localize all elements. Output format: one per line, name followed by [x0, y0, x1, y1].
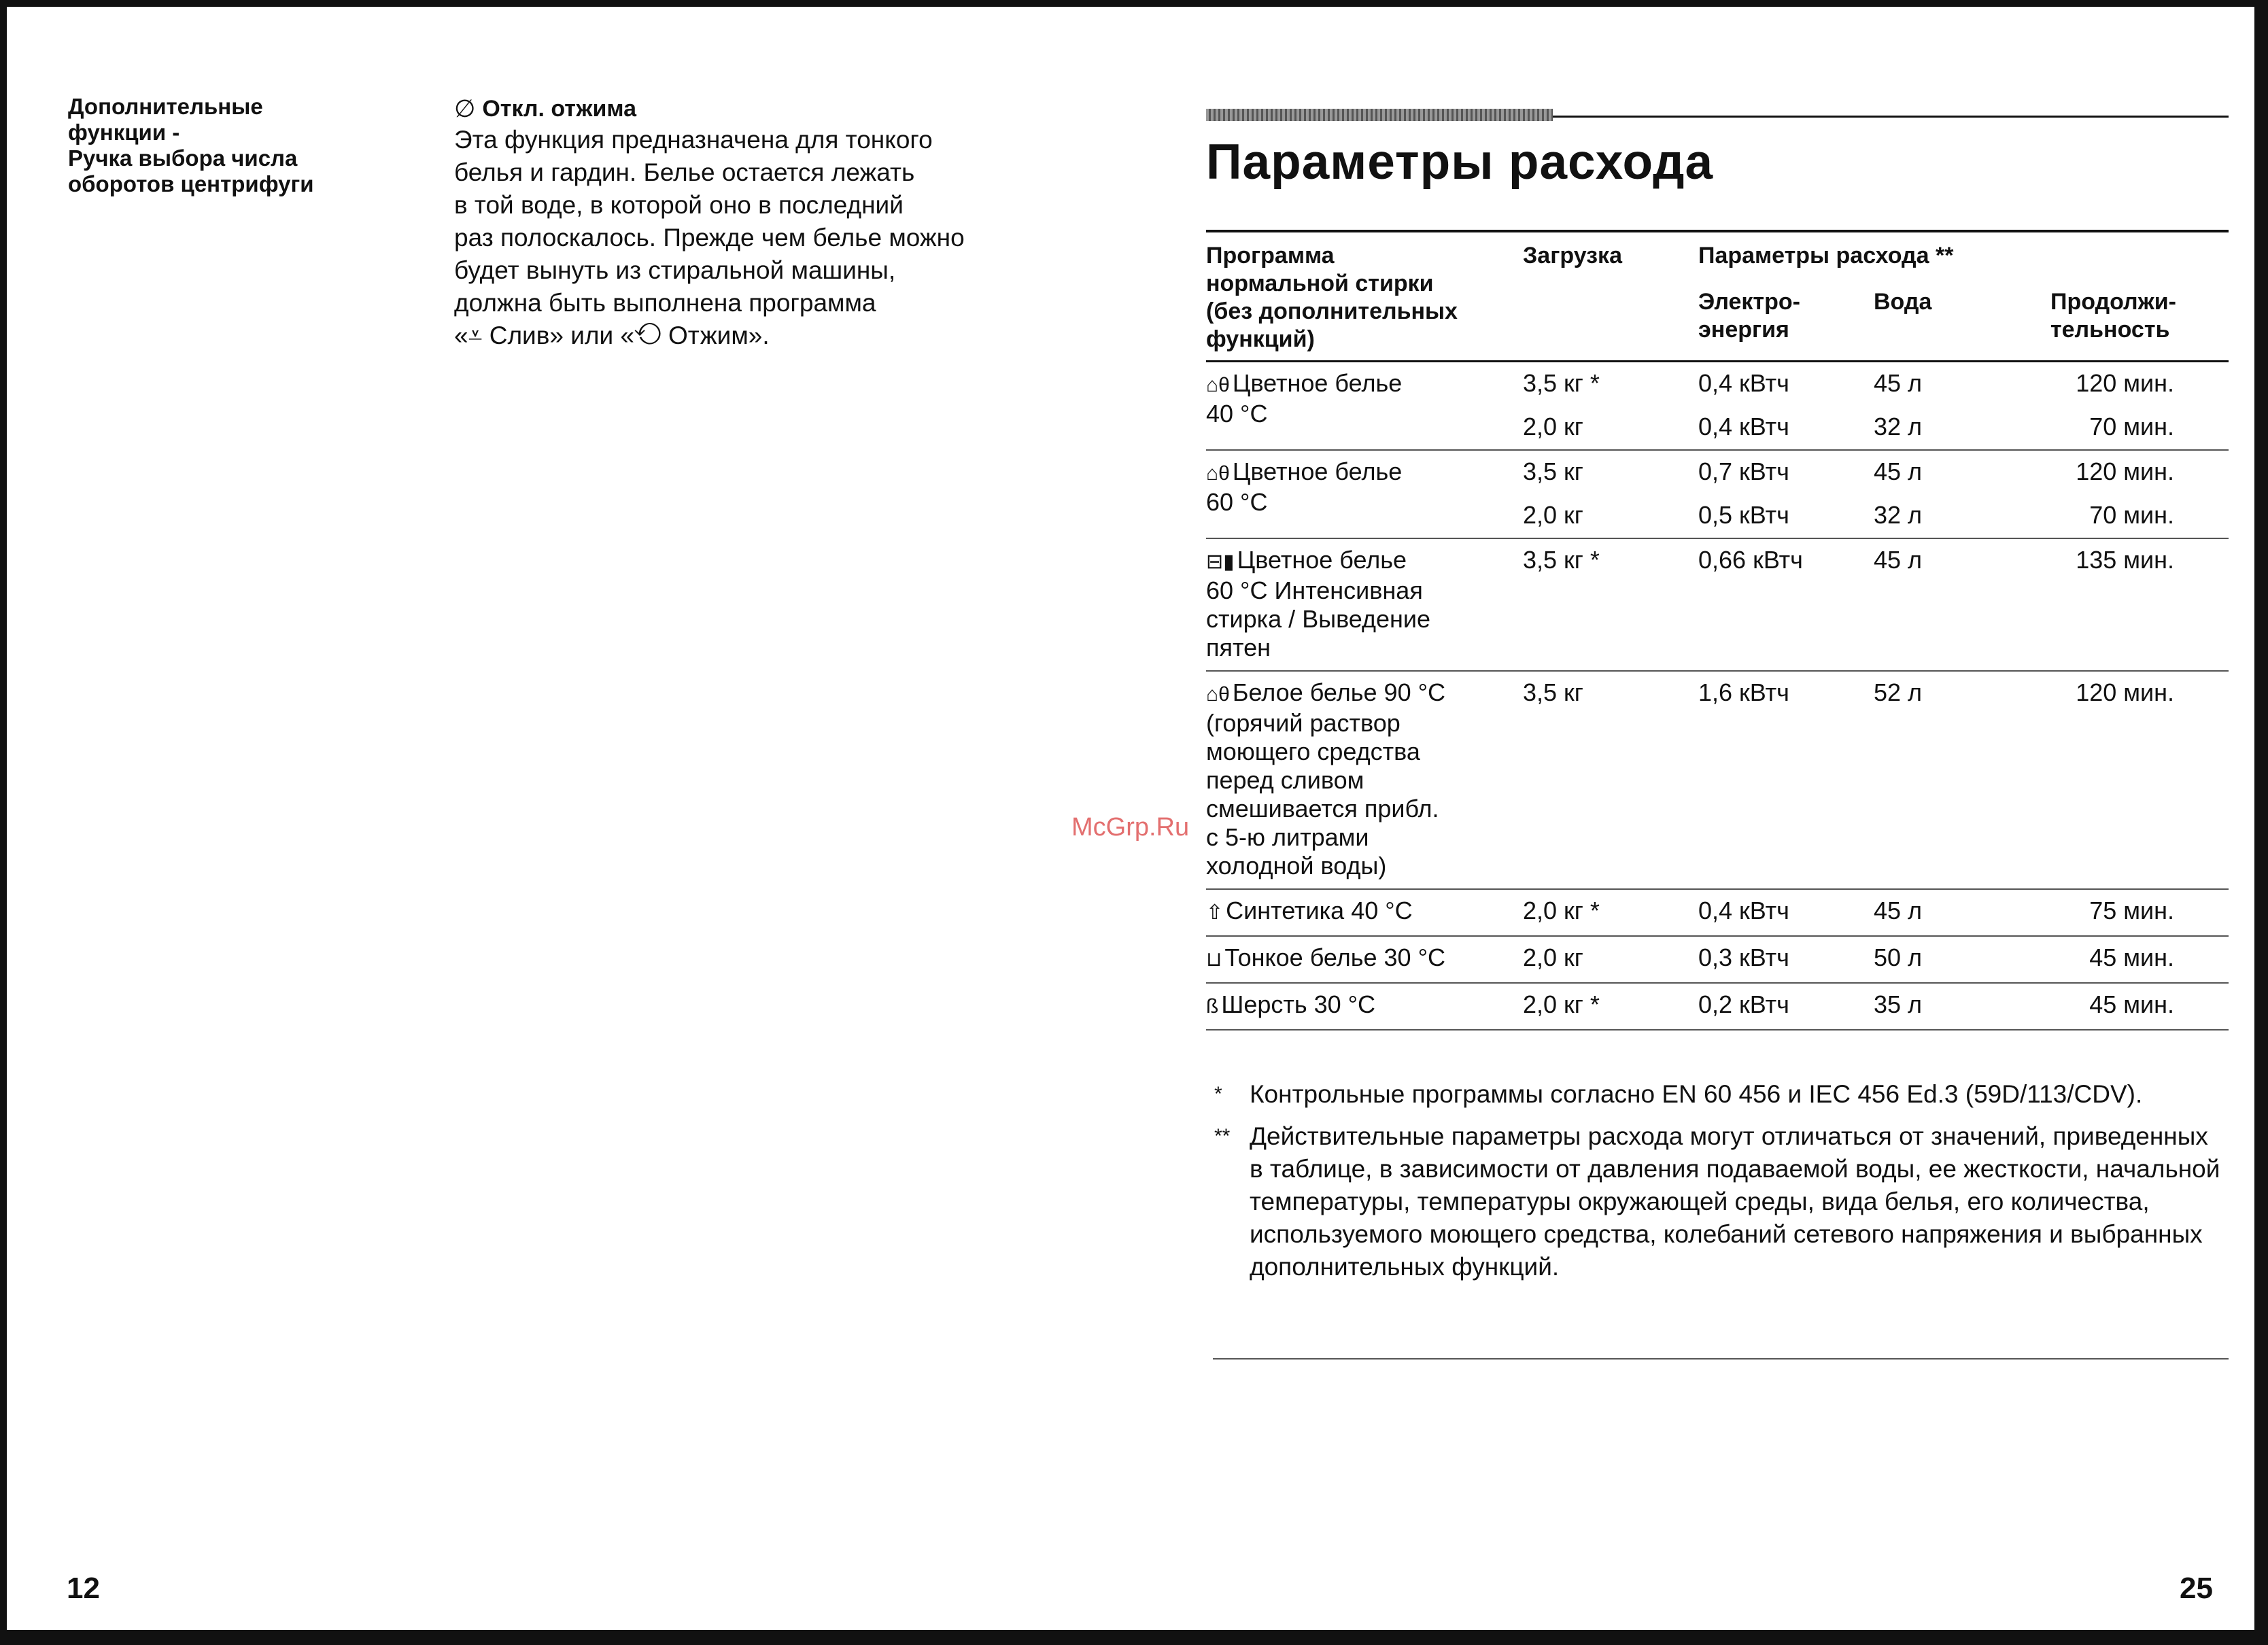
water-cell [1874, 983, 2050, 1030]
program-cell [1206, 538, 1523, 671]
load-cell [1523, 983, 1698, 1030]
spin-off-body [454, 124, 1080, 352]
water-cell [1874, 671, 2050, 889]
load-cell [1523, 889, 1698, 936]
water-cell [1874, 936, 2050, 983]
water-value: 32 л [1874, 413, 1923, 440]
energy-value: 0,2 кВтч [1698, 990, 1789, 1018]
header-params: Параметры расхода ** [1698, 231, 2229, 283]
program-symbol-icon: ⌂θ [1206, 462, 1230, 485]
body-line: «⩡ Слив» или «⟲ Отжим». [454, 322, 770, 349]
spin-off-icon: ∅ [454, 94, 476, 122]
water-cell [1874, 538, 2050, 671]
program-name: Цветное белье 60 °C [1206, 457, 1403, 516]
duration-cell [2050, 538, 2229, 671]
header-energy: Электро- энергия [1698, 283, 1874, 361]
load-value: 3,5 кг [1523, 457, 1583, 485]
header-program: Программа нормальной стирки (без дополнительных функций) [1206, 231, 1523, 362]
water-value: 45 л [1874, 369, 1923, 397]
water-value: 52 л [1874, 678, 1923, 706]
energy-cell [1698, 936, 1874, 983]
energy-cell [1698, 889, 1874, 936]
program-cell [1206, 889, 1523, 936]
heading-line: Дополнительные [68, 94, 263, 119]
table-row [1206, 362, 2229, 451]
program-name: Цветное белье 60 °C Интенсивная стирка / Выведение пятен [1206, 546, 1431, 661]
program-name: Шерсть 30 °C [1221, 990, 1376, 1018]
page-title: Параметры расхода [1206, 135, 1714, 190]
load-value: 2,0 кг * [1523, 897, 1600, 924]
consumption-table [1206, 230, 2229, 1031]
heading-line: оборотов центрифуги [68, 171, 314, 196]
table-row [1206, 450, 2229, 538]
body-line: Эта функция предназначена для тонкого [454, 126, 933, 154]
program-name: Белое белье 90 °C (горячий раствор моющего средства перед сливом смешивается прибл. с 5-ю литрами холодной воды) [1206, 678, 1445, 880]
program-symbol-icon: ⊔ [1206, 948, 1222, 971]
table-body [1206, 362, 2229, 1031]
footnote-text: Действительные параметры расхода могут отличаться от значений, приведенных в таблице, в зависимости от давления подаваемой воды, ее жесткости, начальной температуры, температуры окружающей среды, вида белья, его количества, используемого моющего средства, колебаний сетевого напряжения и выбранных дополнительных функций. [1250, 1122, 2220, 1281]
energy-value: 0,4 кВтч [1698, 897, 1789, 924]
header-load: Загрузка [1523, 231, 1698, 362]
load-value: 2,0 кг [1523, 501, 1583, 529]
load-cell [1523, 936, 1698, 983]
water-value: 35 л [1874, 990, 1923, 1018]
energy-value: 0,4 кВтч [1698, 413, 1789, 440]
watermark: McGrp.Ru [1071, 813, 1190, 842]
program-cell [1206, 671, 1523, 889]
duration-value: 120 мин. [2076, 678, 2174, 706]
spin-off-section [454, 94, 1080, 352]
duration-cell [2050, 362, 2229, 451]
duration-value: 120 мин. [2076, 369, 2174, 397]
load-value: 2,0 кг [1523, 943, 1583, 971]
program-symbol-icon: ⊟▮ [1206, 551, 1235, 573]
duration-value: 75 мин. [2089, 897, 2174, 924]
duration-value: 135 мин. [2076, 546, 2174, 574]
footnotes [1214, 1078, 2227, 1283]
footnote [1214, 1120, 2227, 1283]
program-cell [1206, 983, 1523, 1030]
table-row [1206, 889, 2229, 936]
energy-cell [1698, 362, 1874, 451]
program-symbol-icon: ⇧ [1206, 901, 1224, 924]
program-symbol-icon: ⌂θ [1206, 683, 1230, 706]
duration-value: 45 мин. [2089, 943, 2174, 971]
duration-value: 120 мин. [2076, 457, 2174, 485]
header-duration: Продолжи- тельность [2050, 283, 2229, 361]
consumption-section [1206, 109, 2229, 1031]
energy-value: 0,5 кВтч [1698, 501, 1789, 529]
footnote-mark: * [1214, 1083, 1222, 1105]
load-value: 2,0 кг [1523, 413, 1583, 440]
duration-cell [2050, 936, 2229, 983]
energy-value: 0,3 кВтч [1698, 943, 1789, 971]
water-cell [1874, 889, 2050, 936]
energy-value: 0,7 кВтч [1698, 457, 1789, 485]
program-name: Синтетика 40 °C [1226, 897, 1413, 924]
energy-cell [1698, 983, 1874, 1030]
program-name: Тонкое белье 30 °C [1224, 943, 1445, 971]
heading-line: функции - [68, 120, 180, 145]
energy-value: 0,4 кВтч [1698, 369, 1789, 397]
load-value: 2,0 кг * [1523, 990, 1600, 1018]
body-line: в той воде, в которой оно в последний [454, 191, 904, 219]
spin-off-title: Откл. отжима [482, 96, 636, 122]
body-line: раз полоскалось. Прежде чем белье можно [454, 224, 965, 252]
duration-value: 70 мин. [2089, 413, 2174, 440]
water-value: 50 л [1874, 943, 1923, 971]
water-value: 45 л [1874, 546, 1923, 574]
page-number-right: 25 [2180, 1572, 2213, 1605]
load-value: 3,5 кг * [1523, 369, 1600, 397]
duration-cell [2050, 671, 2229, 889]
duration-cell [2050, 450, 2229, 538]
heading-line: Ручка выбора числа [68, 145, 298, 171]
body-line: белья и гардин. Белье остается лежать [454, 158, 915, 186]
section-heading [68, 94, 388, 197]
energy-value: 1,6 кВтч [1698, 678, 1789, 706]
table-row [1206, 983, 2229, 1030]
footnote-text: Контрольные программы согласно EN 60 456 и IEC 456 Ed.3 (59D/113/CDV). [1250, 1080, 2143, 1108]
duration-cell [2050, 983, 2229, 1030]
water-value: 45 л [1874, 457, 1923, 485]
water-value: 45 л [1874, 897, 1923, 924]
body-line: будет вынуть из стиральной машины, [454, 256, 896, 284]
program-symbol-icon: ⌂θ [1206, 374, 1230, 396]
duration-value: 70 мин. [2089, 501, 2174, 529]
water-cell [1874, 362, 2050, 451]
table-row [1206, 936, 2229, 983]
load-cell [1523, 450, 1698, 538]
program-cell [1206, 936, 1523, 983]
table-row [1206, 671, 2229, 889]
energy-cell [1698, 671, 1874, 889]
energy-cell [1698, 450, 1874, 538]
program-cell [1206, 362, 1523, 451]
energy-value: 0,66 кВтч [1698, 546, 1803, 574]
load-cell [1523, 538, 1698, 671]
duration-value: 45 мин. [2089, 990, 2174, 1018]
manual-spread [7, 7, 2254, 1630]
title-decor-bar [1206, 109, 1553, 121]
program-cell [1206, 450, 1523, 538]
footnote [1214, 1078, 2227, 1111]
title-rule [1553, 116, 2229, 118]
header-water: Вода [1874, 283, 2050, 361]
table-row [1206, 538, 2229, 671]
load-value: 3,5 кг [1523, 678, 1583, 706]
duration-cell [2050, 889, 2229, 936]
body-line: должна быть выполнена программа [454, 289, 876, 317]
load-cell [1523, 671, 1698, 889]
page-number-left: 12 [67, 1572, 100, 1605]
program-symbol-icon: ß [1206, 995, 1219, 1018]
water-cell [1874, 450, 2050, 538]
program-name: Цветное белье 40 °C [1206, 369, 1403, 428]
footnote-mark: ** [1214, 1125, 1231, 1147]
load-value: 3,5 кг * [1523, 546, 1600, 574]
footnotes-rule [1213, 1358, 2229, 1360]
water-value: 32 л [1874, 501, 1923, 529]
load-cell [1523, 362, 1698, 451]
energy-cell [1698, 538, 1874, 671]
